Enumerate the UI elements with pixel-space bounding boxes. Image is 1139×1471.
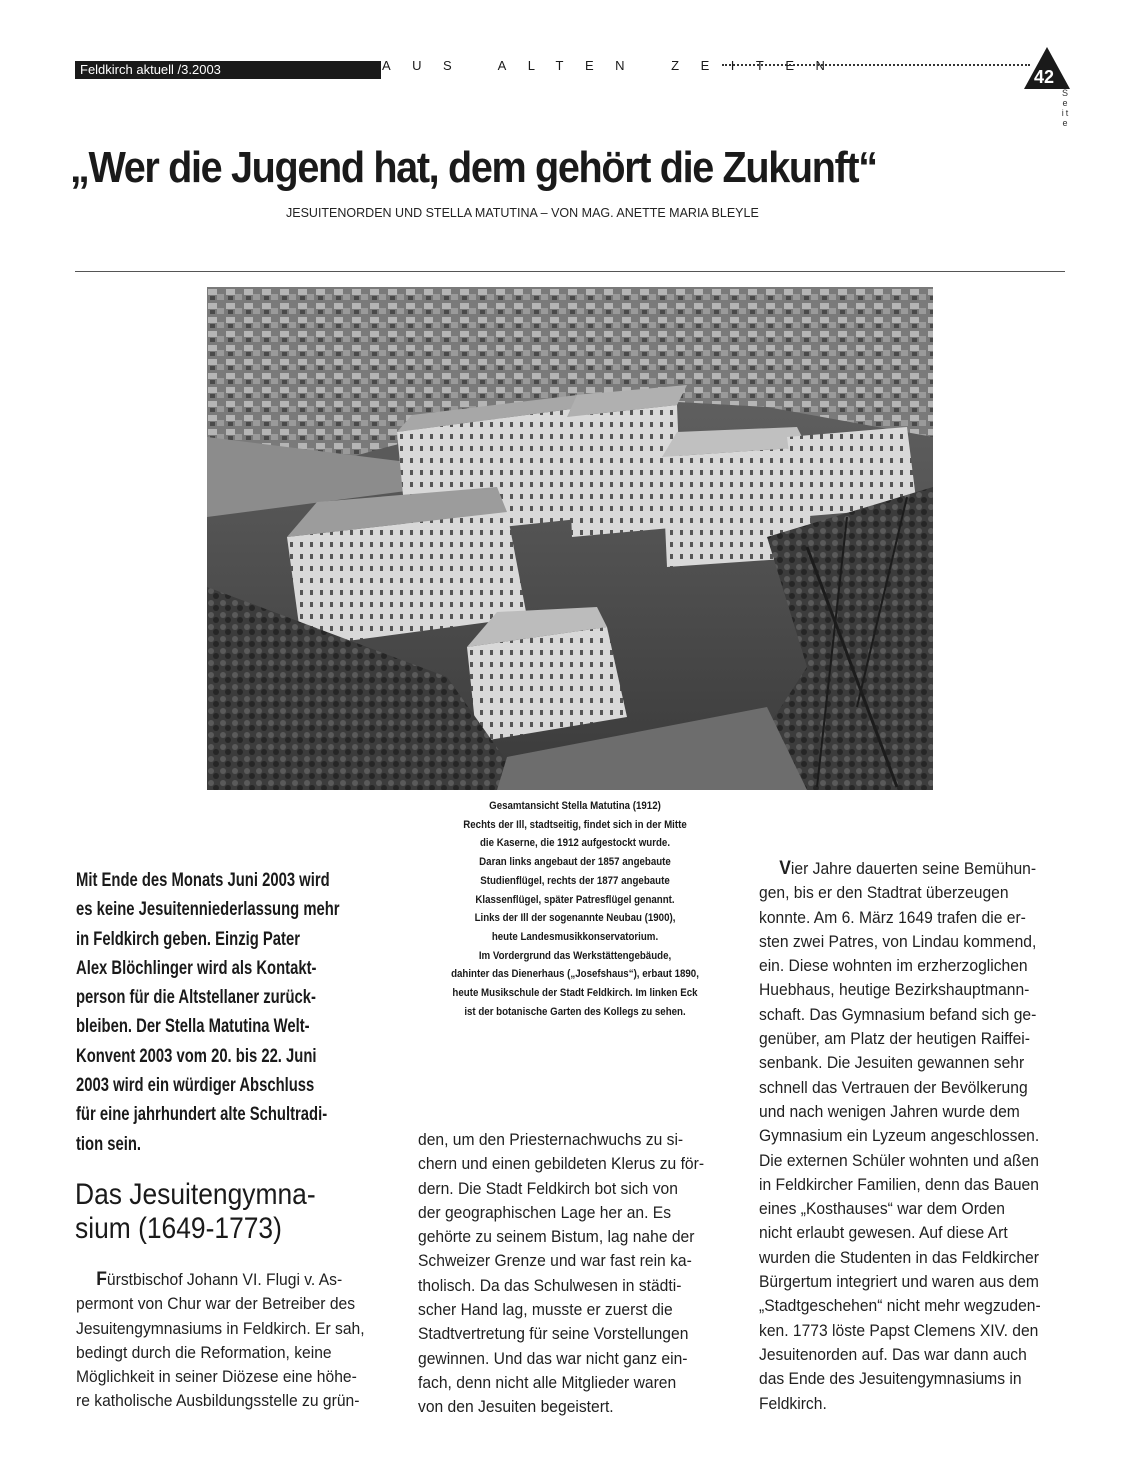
body-line: das Ende des Jesuitengymnasiums in [759,1369,1022,1389]
body-column-3 [759,857,1069,1416]
caption-line: heute Landesmusikkonservatorium. [491,930,659,943]
body-line: Feldkirch. [759,1393,827,1413]
body-line: Gymnasium ein Lyzeum angeschlossen. [759,1126,1040,1146]
title-divider [75,271,1065,272]
issue-label: Feldkirch aktuell /3.2003 [80,62,221,77]
body-line [759,857,1044,881]
body-text: ürstbischof Johann VI. Flugi v. As- [106,1270,343,1289]
body-line: tholisch. Da das Schulwesen in städti- [418,1275,682,1295]
caption-line: Studienflügel, rechts der 1877 angebaute [480,874,670,887]
body-line [76,1268,361,1292]
body-line: chern und einen gebildeten Klerus zu för- [418,1154,705,1174]
body-line: gewinnen. Und das war nicht ganz ein- [418,1348,688,1368]
body-line: nicht erlaubt gewesen. Auf diese Art [759,1223,1008,1243]
lead-line: tion sein. [76,1132,142,1155]
body-line: Stadtvertretung für seine Vorstellungen [418,1324,689,1344]
body-column-1 [76,1268,386,1414]
body-column-2 [418,1128,728,1420]
body-line: senbank. Die Jesuiten gewannen sehr [759,1053,1025,1073]
lead-line: in Feldkirch geben. Einzig Pater [76,927,300,950]
lead-line: es keine Jesuitenniederlassung mehr [76,898,340,921]
caption-line: heute Musikschule der Stadt Feldkirch. Im linken Eck [452,987,698,1000]
body-line: Schweizer Grenze und war fast rein ka- [418,1251,692,1271]
lead-line: person für die Altstellaner zurück- [76,986,316,1009]
section-label: AUS ALTEN ZEITEN [382,58,847,73]
body-line: den, um den Priesternachwuchs zu si- [418,1130,684,1149]
body-line: konnte. Am 6. März 1649 trafen die er- [759,907,1026,927]
page-number: 42 [1034,67,1055,87]
body-line: schnell das Vertrauen der Bevölkerung [759,1077,1028,1097]
body-line: re katholische Ausbildungsstelle zu grün- [76,1391,360,1411]
article-subtitle: JESUITENORDEN UND STELLA MATUTINA – VON MAG. ANETTE MARIA BLEYLE [286,206,759,220]
body-text: ier Jahre dauerten seine Bemühun- [790,859,1037,878]
lead-line: Alex Blöchlinger wird als Kontakt- [76,956,317,979]
body-line: bedingt durch die Reformation, keine [76,1342,332,1362]
caption-line: Klassenflügel, später Patresflügel genannt. [475,893,675,906]
body-line: wurden die Studenten in das Feldkircher [759,1247,1039,1267]
body-line: Die externen Schüler wohnten und aßen [759,1150,1039,1170]
body-line: Huebhaus, heutige Bezirkshauptmann- [759,980,1030,1000]
drop-cap: V [779,858,791,879]
body-line: Jesuitengymnasiums in Feldkirch. Er sah, [76,1318,365,1338]
body-line: Jesuitenorden auf. Das war dann auch [759,1344,1027,1364]
lead-line: Konvent 2003 vom 20. bis 22. Juni [76,1044,317,1067]
body-line: gehörte zu seinem Bistum, lag nahe der [418,1227,695,1247]
caption-line: Gesamtansicht Stella Matutina (1912) [489,800,661,812]
aerial-photo [207,287,933,790]
body-line: genüber, am Platz der heutigen Raiffei- [759,1029,1030,1049]
body-line: von den Jesuiten begeistert. [418,1397,614,1417]
body-line: in Feldkircher Familien, denn das Bauen [759,1174,1039,1194]
body-line: schaft. Das Gymnasium befand sich ge- [759,1004,1037,1024]
body-line: dern. Die Stadt Feldkirch bot sich von [418,1178,678,1198]
caption-line: Daran links angebaut der 1857 angebaute [479,856,671,869]
body-line: Möglichkeit in seiner Diözese eine höhe- [76,1367,357,1387]
body-line: „Stadtgeschehen“ nicht mehr wegzuden- [759,1296,1041,1316]
article-title: „Wer die Jugend hat, dem gehört die Zukunft“ [70,143,877,192]
caption-line: die Kaserne, die 1912 aufgestockt wurde. [479,837,671,850]
body-line: der geographischen Lage her an. Es [418,1202,672,1222]
section-heading-line: sium (1649-1773) [75,1212,282,1245]
caption-line: dahinter das Dienerhaus („Josefshaus“), erbaut 1890, [451,968,699,981]
caption-line: Rechts der Ill, stadtseitig, findet sich in der Mitte [463,818,687,831]
body-line: fach, denn nicht alle Mitglieder waren [418,1372,677,1392]
body-line: Bürgertum integriert und waren aus dem [759,1272,1039,1292]
section-heading-line: Das Jesuitengymna- [75,1178,316,1211]
body-line: gen, bis er den Stadtrat überzeugen [759,883,1009,903]
header-dotted-rule [722,64,1030,66]
lead-line: Mit Ende des Monats Juni 2003 wird [76,869,330,891]
page-word-vertical: Seite [1061,88,1071,128]
lead-line: bleiben. Der Stella Matutina Welt- [76,1015,310,1038]
lead-paragraph [76,866,381,1159]
caption-line: Links der Ill der sogenannte Neubau (1900), [474,912,676,925]
lead-line: für eine jahrhundert alte Schultradi- [76,1103,328,1126]
body-line: scher Hand lag, musste er zuerst die [418,1300,673,1320]
drop-cap: F [96,1269,107,1290]
body-line: ken. 1773 löste Papst Clemens XIV. den [759,1320,1039,1340]
caption-line: ist der botanische Garten des Kollegs zu sehen. [464,1005,686,1018]
body-line: permont von Chur war der Betreiber des [76,1294,356,1314]
body-line: sten zwei Patres, von Lindau kommend, [759,931,1037,951]
body-line: und nach wenigen Jahren wurde dem [759,1101,1020,1121]
body-line: eines „Kosthauses“ war dem Orden [759,1199,1006,1219]
section-heading [75,1178,405,1246]
caption-line: Im Vordergrund das Werkstättengebäude, [478,949,672,962]
body-line: ein. Diese wohnten im erzherzoglichen [759,956,1028,976]
photo-caption [430,797,720,1021]
lead-line: 2003 wird ein würdiger Abschluss [76,1074,315,1097]
